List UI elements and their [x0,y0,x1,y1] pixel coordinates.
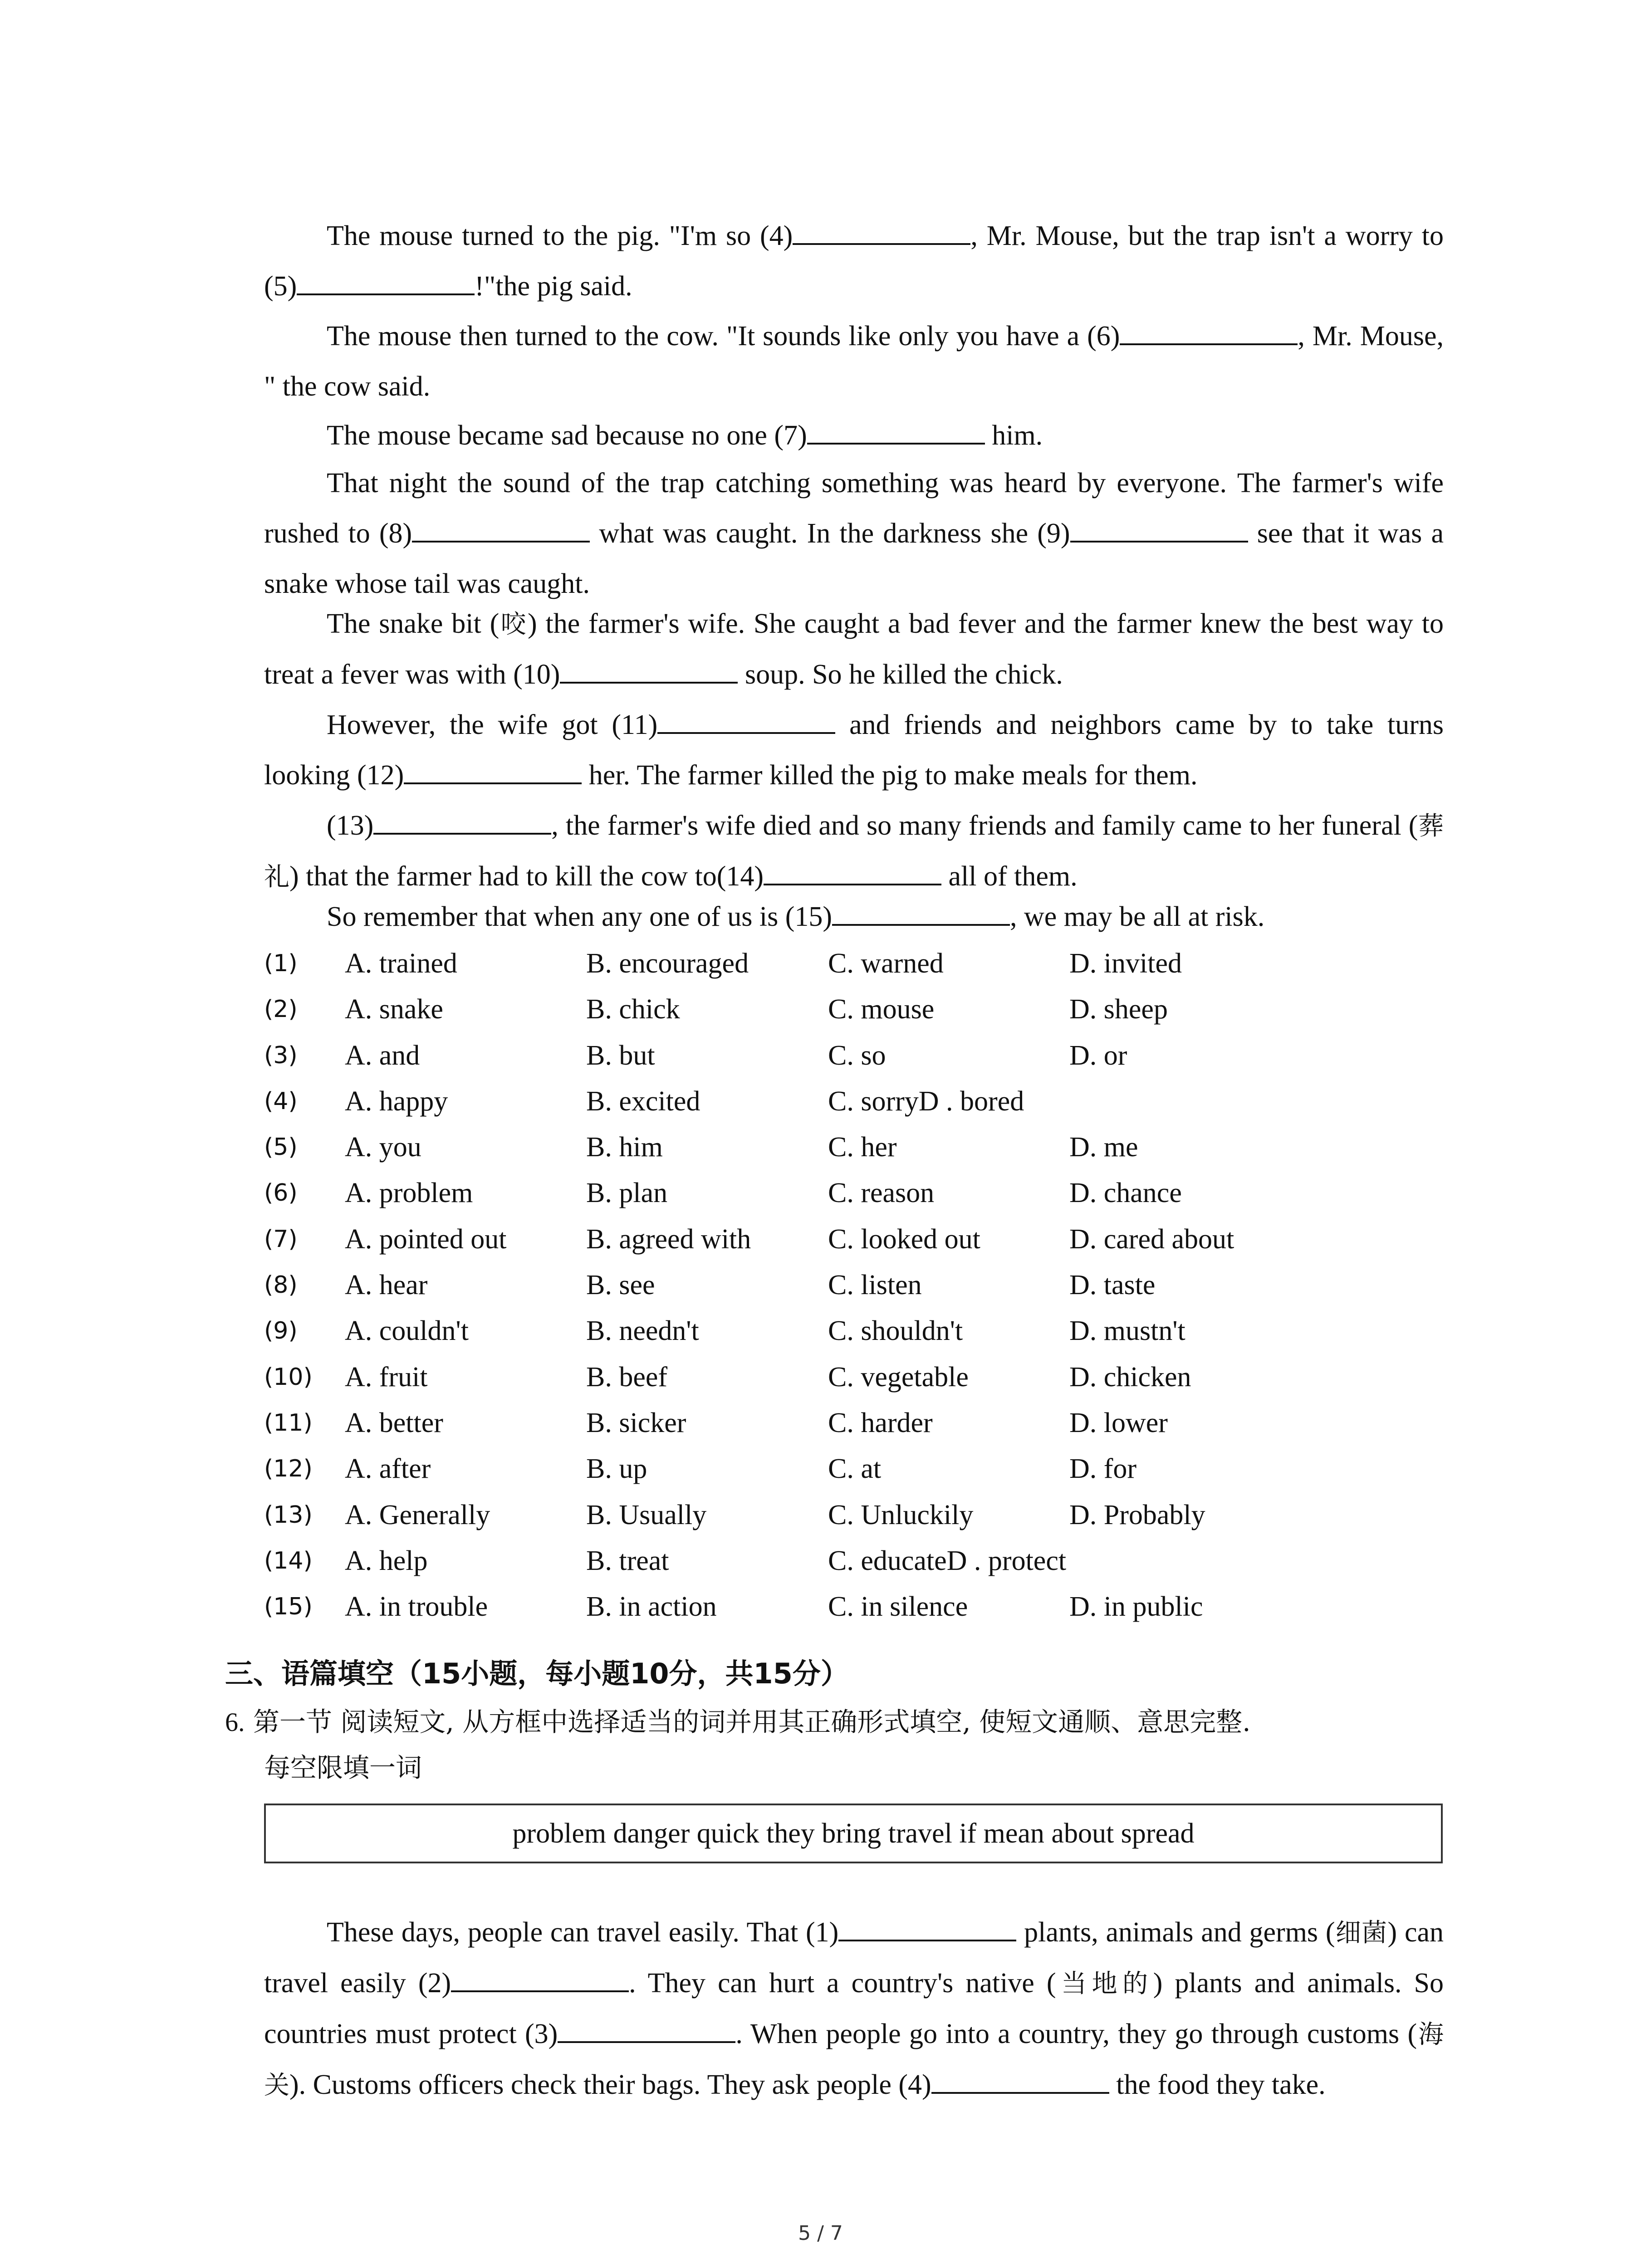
text-run: ) that the farmer had to kill the cow to(14) [289,861,764,892]
answer-blank[interactable] [451,1988,629,1992]
option-b[interactable]: B. agreed with [586,1223,751,1255]
passage-paragraph [264,411,1444,461]
option-d[interactable]: D. sheep [1069,994,1168,1025]
question-number: (13) [264,1501,313,1529]
text-run: The mouse turned to the pig. "I'm so (4) [327,220,793,251]
question-number: (7) [264,1225,298,1253]
answer-blank[interactable] [297,291,475,295]
option-b[interactable]: B. chick [586,994,680,1025]
question-number: (8) [264,1271,298,1299]
option-row [264,1538,1444,1584]
option-d[interactable]: D. for [1069,1453,1137,1485]
answer-blank[interactable] [373,830,551,835]
option-row [264,1079,1444,1124]
passage-paragraph [264,311,1444,412]
question-number: (12) [264,1455,313,1483]
question-number: (6) [264,1179,298,1207]
text-run: The mouse then turned to the cow. "It sounds like only you have a (6) [327,321,1120,352]
option-d[interactable]: D. taste [1069,1270,1156,1301]
text-run: (13) [327,810,374,841]
option-a[interactable]: A. couldn't [345,1315,469,1347]
option-b[interactable]: B. plan [586,1178,668,1209]
option-d[interactable]: D. in public [1069,1591,1203,1623]
answer-blank[interactable] [832,921,1010,926]
text-run: !"the pig said. [475,271,632,302]
option-d[interactable]: D. mustn't [1069,1315,1185,1347]
option-b[interactable]: B. up [586,1453,647,1485]
text-run: , the farmer's wife died and so many friends and family came to her funeral ( [551,810,1418,841]
question-number: (5) [264,1134,298,1161]
option-b[interactable]: B. Usually [586,1499,707,1530]
option-a[interactable]: A. snake [345,994,443,1025]
passage-paragraph [264,599,1444,700]
question-number: (1) [264,950,298,977]
option-d[interactable]: D. cared about [1069,1223,1234,1255]
text-run: The mouse became sad because no one (7) [327,420,807,451]
instruction-text: 每空限填一词 [264,1752,422,1783]
text-run: ). Customs officers check their bags. They ask people (4) [289,2069,931,2100]
options-list [264,941,1444,1630]
word-bank-box: problem danger quick they bring travel if mean about spread [264,1804,1443,1863]
chinese-gloss: 细菌 [1335,1918,1388,1948]
text-run: and friends and neighbors came by to take turns looking (12) [264,709,1444,791]
question-number: (4) [264,1087,298,1115]
text-run: what was caught. In the darkness she (9) [590,518,1070,549]
option-c[interactable]: C. at [828,1453,882,1485]
text-run: , Mr. Mouse, but the trap isn't a worry to (5) [264,220,1444,302]
option-a[interactable]: A. better [345,1407,443,1438]
option-b[interactable]: B. in action [586,1591,717,1623]
option-c[interactable]: C. harder [828,1407,933,1438]
text-run: , Mr. Mouse, " the cow said. [264,321,1444,402]
option-d[interactable]: D. me [1069,1132,1138,1163]
option-a[interactable]: A. trained [345,948,457,979]
option-c[interactable]: C. listen [828,1270,922,1301]
answer-blank[interactable] [838,1937,1016,1941]
option-a[interactable]: A. hear [345,1270,428,1301]
text-run: ) plants and animals. So countries must protect (3) [264,1968,1444,2049]
question-number: (10) [264,1363,313,1391]
option-row [264,1308,1444,1354]
option-a[interactable]: A. after [345,1453,431,1485]
option-b[interactable]: B. sicker [586,1407,686,1438]
text-run: ) can travel easily (2) [264,1917,1444,1999]
chinese-gloss: 葬礼 [264,811,1444,892]
option-b[interactable]: B. see [586,1270,655,1301]
answer-blank[interactable] [657,729,835,734]
chinese-gloss: 海关 [264,2020,1444,2100]
answer-blank[interactable] [793,240,970,245]
text-run: him. [985,420,1043,451]
answer-blank[interactable] [404,780,582,784]
option-row [264,1492,1444,1538]
option-a[interactable]: A. happy [345,1085,448,1117]
question-number: (15) [264,1593,313,1621]
option-row [264,1170,1444,1216]
option-c[interactable]: C. shouldn't [828,1315,963,1347]
question-number: (11) [264,1409,313,1437]
option-c[interactable]: C. her [828,1132,897,1163]
option-c[interactable]: C. reason [828,1178,935,1209]
text-run: see that it was a snake whose tail was caught. [264,518,1444,599]
option-row [264,987,1444,1032]
option-a[interactable]: A. fruit [345,1361,428,1393]
option-a[interactable]: A. in trouble [345,1591,488,1623]
chinese-gloss: 当地的 [1056,1969,1153,1999]
passage-paragraph [264,801,1444,902]
option-b[interactable]: B. but [586,1040,655,1071]
question-number: (2) [264,996,298,1023]
option-d[interactable]: D. invited [1069,948,1182,979]
text-run: soup. So he killed the chick. [738,659,1063,690]
option-a[interactable]: A. help [345,1545,428,1576]
option-a[interactable]: A. you [345,1132,421,1163]
answer-blank[interactable] [764,881,941,885]
option-d[interactable]: D. Probably [1069,1499,1205,1530]
text-run: . When people go into a country, they go through customs ( [735,2019,1417,2049]
option-row [264,1033,1444,1079]
question-6-instruction [225,1699,1445,1790]
text-run: So remember that when any one of us is (15) [327,901,833,932]
text-run: her. The farmer killed the pig to make meals for them. [582,760,1198,791]
text-run: That night the sound of the trap catching something was heard by everyone. The farmer's wife rushed to (8) [264,468,1444,549]
option-d[interactable]: D. or [1069,1040,1127,1071]
option-a[interactable]: A. problem [345,1178,473,1209]
option-row [264,1400,1444,1446]
answer-blank[interactable] [1070,538,1248,543]
option-d[interactable]: D. chicken [1069,1361,1191,1393]
passage-paragraph [264,700,1444,801]
option-row [264,1262,1444,1308]
text-run: ) the farmer's wife. She caught a bad fever and the farmer knew the best way to treat a fever was with (10) [264,608,1444,690]
page-number: 5 / 7 [798,2222,843,2245]
text-run: the food they take. [1109,2069,1326,2100]
answer-blank[interactable] [560,679,738,684]
option-row [264,1584,1444,1630]
text-run: . They can hurt a country's native ( [629,1968,1056,1999]
option-row [264,941,1444,987]
option-c[interactable]: C. looked out [828,1223,980,1255]
option-a[interactable]: A. Generally [345,1499,490,1530]
passage-paragraph [264,1907,1444,2111]
option-b[interactable]: B. treat [586,1545,669,1576]
answer-blank[interactable] [412,538,590,543]
option-b[interactable]: B. beef [586,1361,668,1393]
answer-blank[interactable] [807,440,985,445]
answer-blank[interactable] [1120,341,1298,345]
option-d[interactable]: D. lower [1069,1407,1168,1438]
section-title: 三、语篇填空（15小题，每小题10分，共15分） [225,1657,849,1690]
question-number: (9) [264,1317,298,1345]
option-c[interactable]: C. so [828,1040,886,1071]
option-d[interactable]: D. chance [1069,1178,1182,1209]
question-number: (3) [264,1041,298,1069]
answer-blank[interactable] [931,2089,1109,2094]
question-number: 6. [225,1707,245,1737]
option-b[interactable]: B. excited [586,1085,700,1117]
text-run: The snake bit ( [327,608,500,639]
option-a[interactable]: A. pointed out [345,1223,507,1255]
text-run: , we may be all at risk. [1010,901,1265,932]
option-c[interactable]: C. mouse [828,994,935,1025]
option-c[interactable]: C. vegetable [828,1361,969,1393]
option-b[interactable]: B. needn't [586,1315,699,1347]
text-run: plants, animals and germs ( [1016,1917,1335,1948]
text-run: These days, people can travel easily. That (1) [327,1917,839,1948]
text-run: However, the wife got (11) [327,709,658,740]
option-c[interactable]: C. Unluckily [828,1499,974,1530]
option-a[interactable]: A. and [345,1040,420,1071]
option-row [264,1446,1444,1492]
question-number: (14) [264,1547,313,1574]
option-row [264,1217,1444,1262]
option-c[interactable]: C. educateD . protect [828,1545,1067,1576]
passage-paragraph [264,892,1444,942]
option-c[interactable]: C. in silence [828,1591,968,1623]
option-c[interactable]: C. warned [828,948,944,979]
option-row [264,1124,1444,1170]
passage-paragraph [264,458,1444,609]
answer-blank[interactable] [558,2038,735,2043]
option-c[interactable]: C. sorryD . bored [828,1085,1024,1117]
option-b[interactable]: B. him [586,1132,663,1163]
chinese-gloss: 咬 [499,610,528,639]
passage-paragraph [264,211,1444,312]
option-row [264,1354,1444,1400]
instruction-text: 第一节 阅读短文, 从方框中选择适当的词并用其正确形式填空, 使短文通顺、意思完整. [253,1706,1251,1737]
option-b[interactable]: B. encouraged [586,948,749,979]
text-run: all of them. [941,861,1078,892]
